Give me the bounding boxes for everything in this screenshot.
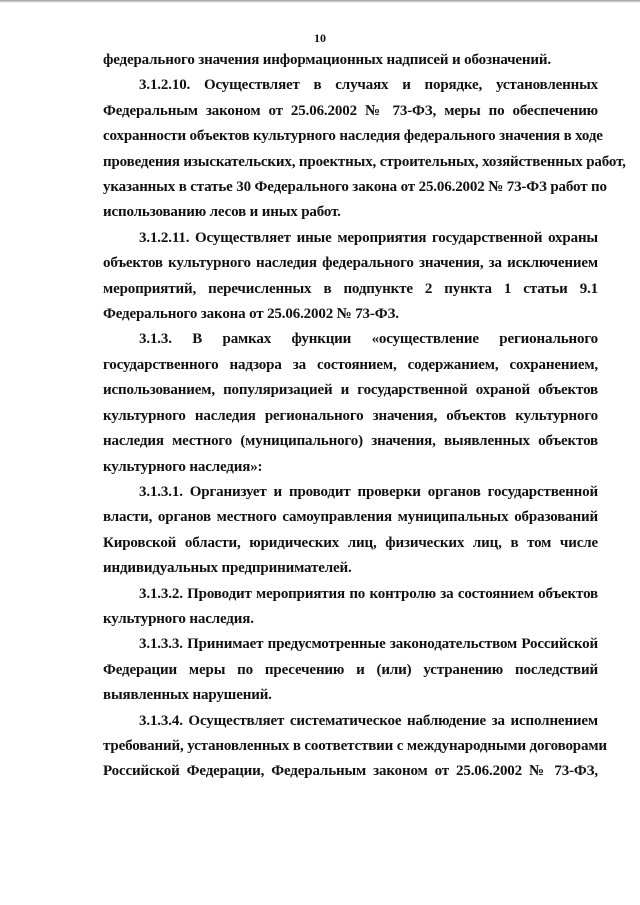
text-line: 3.1.3. В рамках функции «осуществление регионального [139,331,598,348]
text-line: 3.1.3.3. Принимает предусмотренные законодательством Российской [139,636,598,653]
text-line: Кировской области, юридических лиц, физических лиц, в том числе [103,534,598,551]
text-line: наследия местного (муниципального) значения, выявленных объектов [103,433,598,450]
paragraph-3-1-2-10 [103,73,626,225]
text-line: проведения изыскательских, проектных, строительных, хозяйственных работ, [103,153,626,170]
text-line: 3.1.2.11. Осуществляет иные мероприятия государственной охраны [139,229,598,246]
document-body [103,48,626,785]
text-line: 3.1.3.2. Проводит мероприятия по контролю за состоянием объектов [139,585,598,602]
text-line: федерального значения информационных надписей и обозначений. [103,52,551,68]
text-line: Федерации меры по пресечению и (или) устранению последствий [103,661,598,678]
paragraph-3-1-3-2 [103,582,598,633]
text-line: указанных в статье 30 Федерального закона от 25.06.2002 № 73-ФЗ работ по [103,179,607,196]
scan-top-edge [0,0,640,3]
paragraph-3-1-3-4 [103,709,607,785]
paragraph-continuation [103,48,598,73]
text-line: объектов культурного наследия федерального значения, за исключением [103,255,598,272]
text-line: выявленных нарушений. [103,687,272,704]
page-number: 10 [314,31,326,45]
text-line: власти, органов местного самоуправления муниципальных образований [103,509,598,526]
text-line: Федеральным законом от 25.06.2002 № 73-ФЗ, меры по обеспечению [103,102,598,119]
text-line: 3.1.2.10. Осуществляет в случаях и порядке, установленных [139,77,598,94]
paragraph-3-1-3-3 [103,632,598,708]
text-line: культурного наследия. [103,610,254,627]
text-line: требований, установленных в соответствии с международными договорами [103,737,607,754]
paragraph-3-1-2-11 [103,226,598,328]
text-line: мероприятий, перечисленных в подпункте 2 пункта 1 статьи 9.1 [103,280,598,297]
text-line: Федерального закона от 25.06.2002 № 73-ФЗ. [103,306,399,323]
text-line: 3.1.3.1. Организует и проводит проверки органов государственной [139,483,598,500]
text-line: культурного наследия»: [103,458,263,475]
text-line: сохранности объектов культурного наследия федерального значения в ходе [103,128,603,145]
paragraph-3-1-3 [103,327,598,479]
paragraph-3-1-3-1 [103,480,598,582]
text-line: государственного надзора за состоянием, содержанием, сохранением, [103,356,598,373]
text-line: индивидуальных предпринимателей. [103,560,352,577]
text-line: Российской Федерации, Федеральным законом от 25.06.2002 № 73-ФЗ, [103,763,598,780]
text-line: использованием, популяризацией и государственной охраной объектов [103,382,598,399]
text-line: 3.1.3.4. Осуществляет систематическое наблюдение за исполнением [139,712,598,729]
text-line: использованию лесов и иных работ. [103,204,341,221]
text-line: культурного наследия регионального значения, объектов культурного [103,407,598,424]
